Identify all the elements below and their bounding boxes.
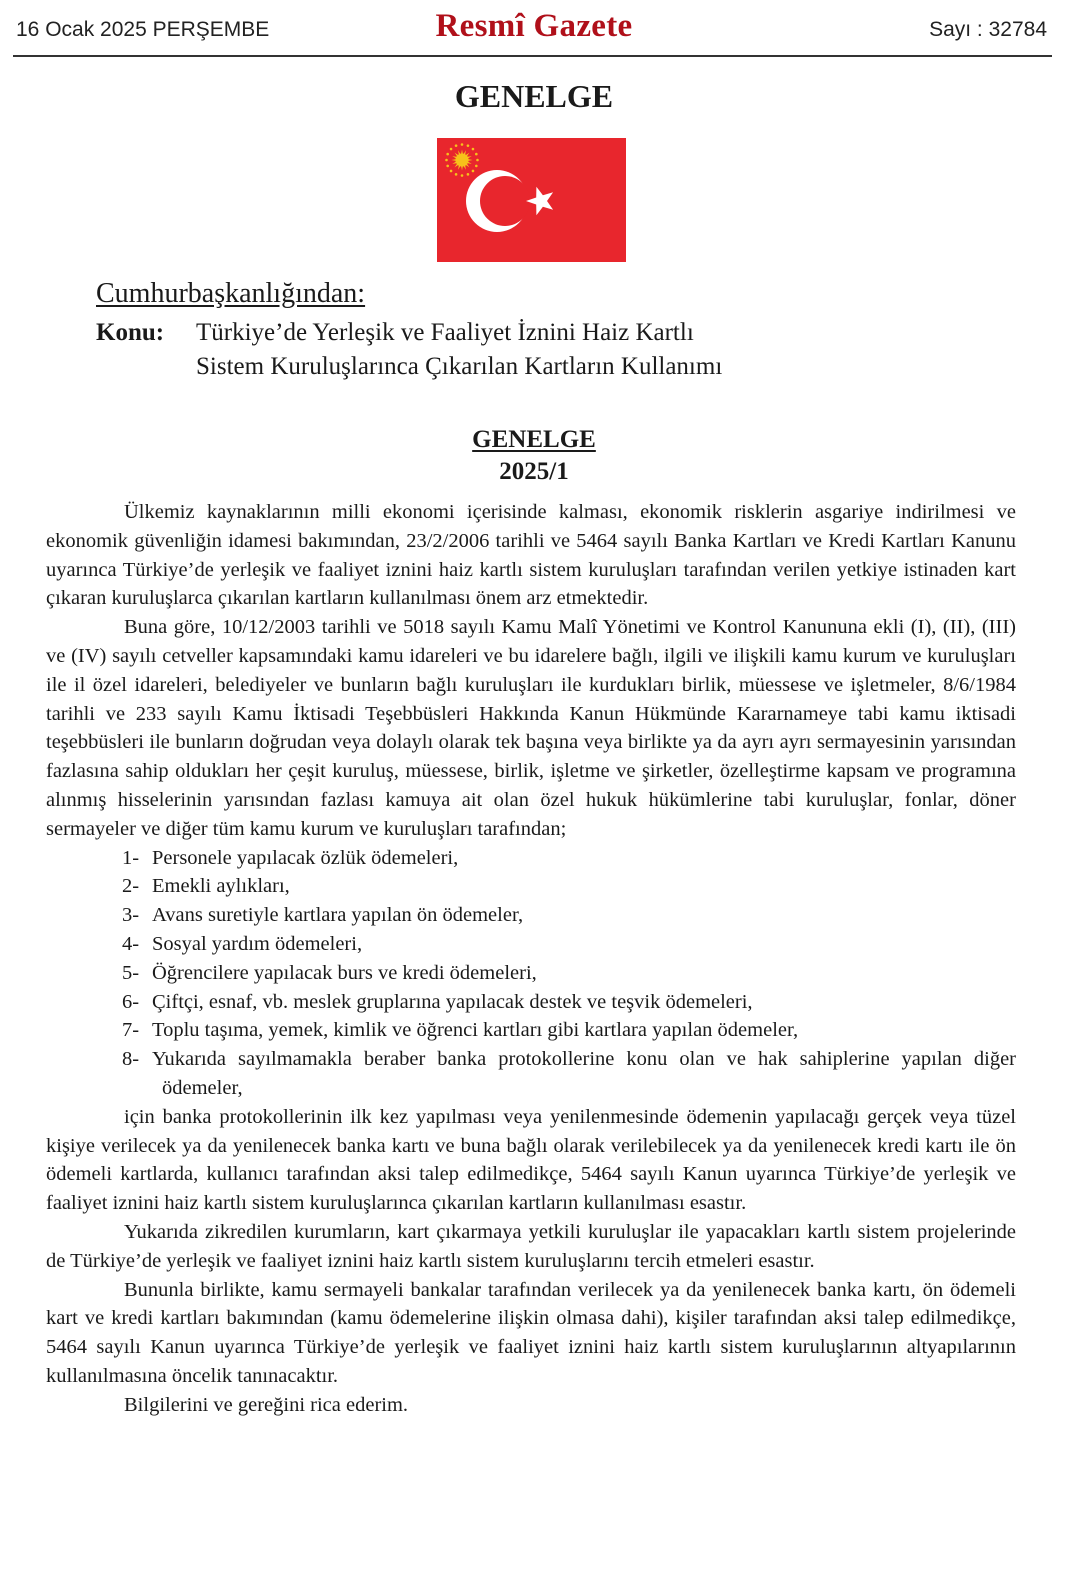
emblem-star — [450, 148, 453, 151]
header-divider — [13, 55, 1052, 57]
paragraph: Buna göre, 10/12/2003 tarihli ve 5018 sayılı Kamu Malî Yönetimi ve Kontrol Kanununa ekli (I), (II), (III) ve (IV) sayılı cetveller kapsamındaki kamu idareleri ve bu idarelere bağlı, ilgili ve ilişkili kamu kurum ve kuruluşları ile il özel idareleri, belediyeler ve bunların bağlı kuruluşları ile kurdukları birlik, müessese ve işletmeler, 8/6/1984 tarihli ve 233 sayılı Kamu İktisadi Teşebbüsleri Hakkında Kanun Hükmünde Kararnameye tabi kamu iktisadi teşebbüsleri ile bunların doğrudan veya dolaylı olarak tek başına veya birlikte ya da ayrı ayrı sermayesinin yarısından fazlasına sahip oldukları her çeşit kuruluş, müessese, birlik, işletme ve şirketler, özelleştirme kapsam ve programına alınmış hisselerinin yarısından fazlası kamuya ait olan özel hukuk hükümlerine tabi kuruluşlar, fonlar, döner sermayeler ve diğer tüm kamu kurum ve kuruluşları tarafından; — [46, 616, 1016, 840]
list-item-text: Öğrencilere yapılacak burs ve kredi ödemeleri, — [152, 961, 537, 984]
list-item-number: 8- — [122, 1048, 140, 1071]
issue-date: 16 Ocak 2025 PERŞEMBE — [16, 18, 270, 41]
list-item-number: 1- — [122, 846, 140, 869]
document-body — [46, 498, 1016, 1420]
list-item-text: Personele yapılacak özlük ödemeleri, — [152, 846, 459, 869]
subject-label: Konu: — [96, 319, 165, 346]
list-item — [46, 930, 1016, 959]
list-item-text: Toplu taşıma, yemek, kimlik ve öğrenci kartları gibi kartlara yapılan ödemeler, — [152, 1019, 799, 1042]
emblem-star — [475, 165, 478, 168]
emblem-star — [461, 143, 464, 146]
list-item — [46, 1016, 1016, 1045]
emblem-star — [472, 170, 475, 173]
presidential-flag-icon — [437, 138, 626, 262]
gazette-title: Resmî Gazete — [435, 8, 633, 44]
emblem-star — [475, 153, 478, 156]
list-item-text: Avans suretiyle kartlara yapılan ön ödemeler, — [152, 904, 524, 927]
list-item — [46, 988, 1016, 1017]
subject-text: Türkiye’de Yerleşik ve Faaliyet İznini Haiz Kartlı Sistem Kuruluşlarınca Çıkarılan Kartların Kullanımı — [196, 319, 723, 380]
emblem-star — [446, 153, 449, 156]
emblem-star — [450, 170, 453, 173]
emblem-star — [461, 174, 464, 177]
list-item — [46, 872, 1016, 901]
list-item-number: 4- — [122, 932, 140, 955]
list-item-number: 3- — [122, 904, 140, 927]
list-item-text: Sosyal yardım ödemeleri, — [152, 932, 363, 955]
circular-title: GENELGE — [472, 426, 596, 453]
emblem-star — [476, 159, 479, 162]
payment-list — [46, 844, 1016, 1103]
issue-number: Sayı : 32784 — [929, 18, 1047, 41]
list-item-text: Emekli aylıkları, — [152, 875, 290, 898]
gazette-header — [0, 0, 1068, 58]
list-item-number: 2- — [122, 875, 140, 898]
list-item-text: Çiftçi, esnaf, vb. meslek gruplarına yapılacak destek ve teşvik ödemeleri, — [152, 990, 753, 1013]
emblem-star — [445, 159, 448, 162]
list-item — [46, 901, 1016, 930]
crescent-inner — [480, 176, 530, 226]
circular-number: 2025/1 — [499, 458, 569, 485]
list-item-number: 7- — [122, 1019, 140, 1042]
list-item-text: Yukarıda sayılmamakla beraber banka protokollerine konu olan ve hak sahiplerine yapılan diğer ödemeler, — [152, 1048, 1016, 1099]
list-item-number: 6- — [122, 990, 140, 1013]
paragraph: Bununla birlikte, kamu sermayeli bankalar tarafından verilecek ya da yenilenecek banka kartı, ön ödemeli kart ve kredi kartları bakımından (kamu ödemelerine ilişkin olmasa dahi), kişiler tarafından aksi talep edilmedikçe, 5464 sayılı Kanun uyarınca Türkiye’de yerleşik ve faaliyet iznini haiz kartlı sistem kuruluşlarının altyapılarının kullanılmasına öncelik tanınacaktır. — [46, 1278, 1016, 1387]
emblem-star — [467, 144, 470, 147]
list-item-number: 5- — [122, 961, 140, 984]
list-item — [46, 844, 1016, 873]
issuing-authority: Cumhurbaşkanlığından: — [96, 278, 366, 309]
closing-line: Bilgilerini ve gereğini rica ederim. — [124, 1393, 409, 1416]
emblem-star — [472, 148, 475, 151]
paragraph: için banka protokollerinin ilk kez yapılması veya yenilenmesinde ödemenin yapılacağı gerçek veya tüzel kişiye verilecek ya da yenilenecek banka kartı ve buna bağlı olarak verilebilecek ya da yenilenecek kredi kartı ile ön ödemeli kartlarda, kullanıcı tarafından aksi talep edilmedikçe, 5464 sayılı Kanun uyarınca Türkiye’de yerleşik ve faaliyet iznini haiz kartlı sistem kuruluşlarınca çıkarılan kartların kullanılması esastır. — [46, 1105, 1016, 1215]
section-title: GENELGE — [454, 78, 614, 114]
emblem-star — [455, 173, 458, 176]
emblem-star — [446, 165, 449, 168]
paragraph: Ülkemiz kaynaklarının milli ekonomi içerisinde kalması, ekonomik risklerin asgariye indirilmesi ve ekonomik güvenliğin idamesi bakımından, 23/2/2006 tarihli ve 5464 sayılı Banka Kartları ve Kredi Kartları Kanunu uyarınca Türkiye’de yerleşik ve faaliyet iznini haiz kartlı sistem kuruluşları tarafından verilen yetkiye istinaden kart çıkaran kuruluşlarca çıkarılan kartların kullanılması önem arz etmektedir. — [46, 501, 1016, 610]
circular-heading — [0, 424, 1068, 488]
paragraph: Yukarıda zikredilen kurumların, kart çıkarmaya yetkili kuruluşlar ile yapacakları kartlı sistem projelerinde de Türkiye’de yerleşik ve faaliyet iznini haiz kartlı sistem kuruluşlarını tercih etmeleri esastır. — [46, 1220, 1016, 1272]
list-item — [46, 1045, 1016, 1103]
emblem-star — [467, 173, 470, 176]
emblem-star — [455, 144, 458, 147]
list-item — [46, 959, 1016, 988]
